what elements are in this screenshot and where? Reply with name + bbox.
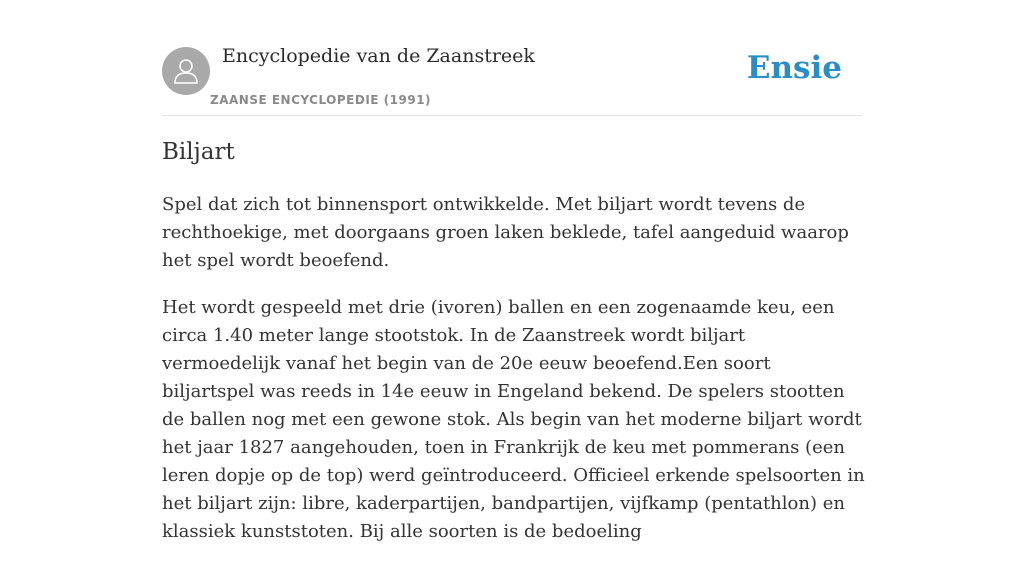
- article-paragraph: Spel dat zich tot binnensport ontwikkelde. Met biljart wordt tevens de rechthoekige, met doorgaans groen laken beklede, tafel aangeduid waarop het spel wordt beoefend.: [162, 194, 849, 271]
- article-body: [162, 191, 868, 565]
- article-title: Biljart: [162, 139, 235, 165]
- source-header: [162, 0, 862, 116]
- brand-logo[interactable]: Ensie: [746, 50, 842, 86]
- user-icon: [171, 56, 201, 86]
- avatar[interactable]: [162, 47, 210, 95]
- source-title[interactable]: Encyclopedie van de Zaanstreek: [222, 45, 535, 67]
- content-container: [162, 0, 865, 542]
- source-subtitle: ZAANSE ENCYCLOPEDIE (1991): [210, 93, 432, 107]
- article-paragraph: Het wordt gespeeld met drie (ivoren) ballen en een zogenaamde keu, een circa 1.40 meter lange stootstok. In de Zaanstreek wordt biljart vermoedelijk vanaf het begin van de 20e eeuw beoefend.Een soort biljartspel was reeds in 14e eeuw in Engeland bekend. De spelers stootten de ballen nog met een gewone stok. Als begin van het moderne biljart wordt het jaar 1827 aangehouden, toen in Frankrijk de keu met pommerans (een leren dopje op de top) werd geïntroduceerd. Officieel erkende spelsoorten in het biljart zijn: libre, kaderpartijen, bandpartijen, vijfkamp (pentathlon) en klassiek kunststoten. Bij alle soorten is de bedoeling: [162, 297, 865, 542]
